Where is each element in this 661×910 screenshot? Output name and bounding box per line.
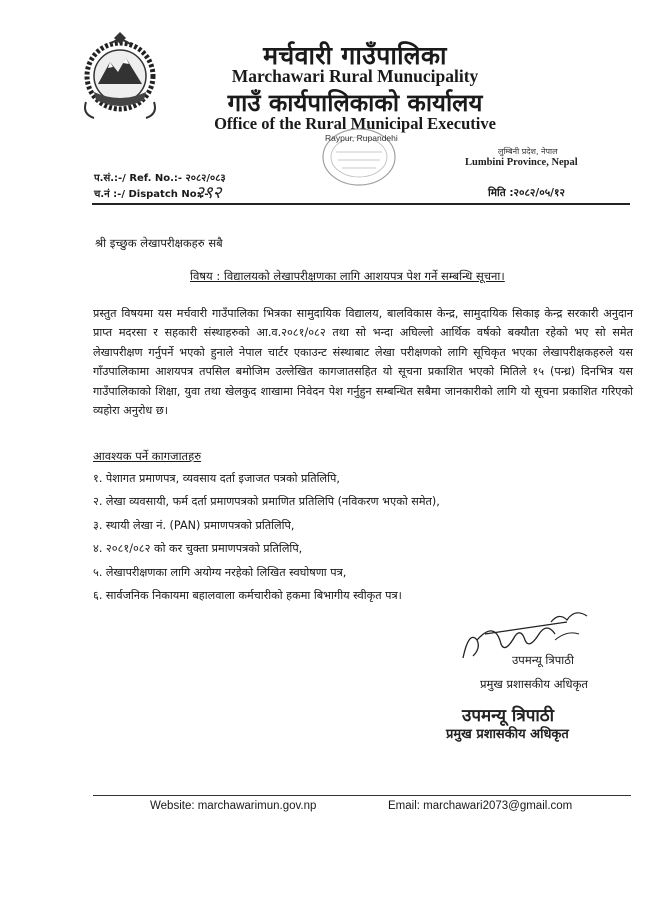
letter-date: मिति :२०८२/०५/१२ xyxy=(488,187,565,199)
body-paragraph: प्रस्तुत विषयमा यस मर्चवारी गाउँपालिका भित्रका सामुदायिक विद्यालय, बालविकास केन्द्र, सामुदायिक सिकाइ केन्द्र सरकारी अनुदान प्राप्त मदरसा र सहकारी संस्थाहरुको आ.व.२०८१/०८२ तथा सो भन्दा अघिल्लो आर्थिक वर्षको बक्यौता रहेको भए सो समेत लेखापरीक्षण गर्नुपर्ने भएको हुनाले नेपाल चार्टर एकाउन्ट संस्थाबाट लेखा परीक्षणको लागि सूचिकृत भएका लेखापरीक्षकहरुले यस गाँउपालिकामा आशयपत्र तपसिल बमोजिम उल्लेखित कागजातसहित यो सूचना प्रकाशित भएको मितिले १५ (पन्ध्र) दिनभित्र यस गाउँपालिकाको शिक्षा, युवा तथा खेलकुद शाखामा निवेदन पेश गर्नुहुन सम्बन्धित सबैमा जानकारीको लागि यो सूचना प्रकाशित गरिएको व्यहोरा अनुरोध छ। xyxy=(93,307,633,418)
footer-divider xyxy=(93,795,631,796)
requirements-heading: आवश्यक पर्ने कागजातहरु xyxy=(93,449,202,463)
list-item: ६. सार्वजनिक निकायमा बहालवाला कर्मचारीको हकमा बिभागीय स्वीकृत पत्र। xyxy=(93,588,402,602)
signatory-name: उपमन्यू त्रिपाठी xyxy=(512,653,574,667)
dispatch-number-handwritten: २९२ xyxy=(195,183,222,203)
office-name-en: Office of the Rural Municipal Executive xyxy=(214,114,496,133)
office-name-np: गाउँ कार्यपालिकाको कार्यालय xyxy=(227,89,483,117)
province-en: Lumbini Province, Nepal xyxy=(465,157,578,168)
stamp-signatory-title: प्रमुख प्रशासकीय अधिकृत xyxy=(446,727,569,742)
municipality-name-np: मर्चवारी गाउँपालिका xyxy=(263,41,447,70)
reference-number: प.सं.:-/ Ref. No.:- २०८२/०८३ xyxy=(94,173,226,184)
list-item: १. पेशागत प्रमाणपत्र, व्यवसाय दर्ता इजाजत पत्रको प्रतिलिपि, xyxy=(93,472,340,485)
dispatch-number-label: च.नं :-/ Dispatch No.:- xyxy=(94,189,209,200)
header-divider xyxy=(92,203,630,205)
footer-website: Website: marchawarimun.gov.np xyxy=(150,800,317,812)
subject-line: विषय : विद्यालयको लेखापरीक्षणका लागि आशयपत्र पेश गर्ने सम्बन्धि सूचना। xyxy=(190,269,505,283)
list-item: ३. स्थायी लेखा नं. (PAN) प्रमाणपत्रको प्रतिलिपि, xyxy=(93,518,295,532)
footer-email: Email: marchawari2073@gmail.com xyxy=(388,800,573,812)
office-address: Raypur, Rupandehi xyxy=(325,133,398,143)
list-item: २. लेखा व्यवसायी, फर्म दर्ता प्रमाणपत्रको प्रमाणित प्रतिलिपि (नविकरण भएको समेत), xyxy=(93,495,440,509)
requirements-list xyxy=(93,468,440,608)
nepal-emblem-icon xyxy=(80,32,160,122)
signatory-title: प्रमुख प्रशासकीय अधिकृत xyxy=(480,677,588,691)
list-item: ५. लेखापरीक्षणका लागि अयोग्य नरहेको लिखित स्वघोषणा पत्र, xyxy=(93,565,347,579)
stamp-signatory-name: उपमन्यू त्रिपाठी xyxy=(462,706,555,726)
municipality-name-en: Marchawari Rural Munucipality xyxy=(231,66,479,86)
salutation: श्री इच्छुक लेखापरीक्षकहरु सबै xyxy=(95,236,223,250)
province-np: लुम्बिनी प्रदेश, नेपाल xyxy=(498,147,558,156)
list-item: ४. २०८१/०८२ को कर चुक्ता प्रमाणपत्रको प्रतिलिपि, xyxy=(93,542,303,556)
